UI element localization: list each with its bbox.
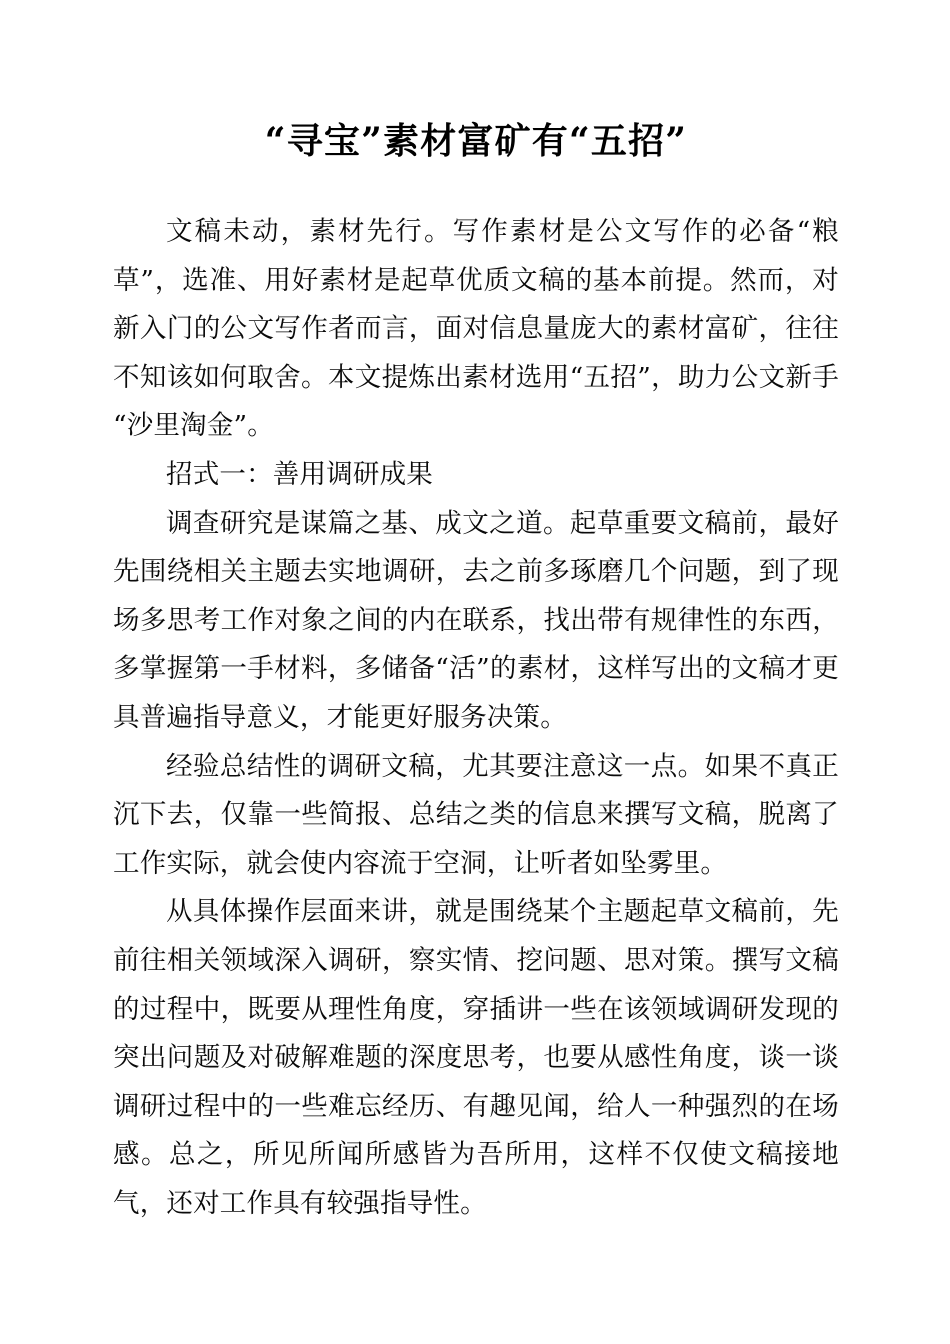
paragraph-practical-operation: 从具体操作层面来讲，就是围绕某个主题起草文稿前，先前往相关领域深入调研，察实情、挖问题、思对策。撰写文稿的过程中，既要从理性角度，穿插讲一些在该领域调研发现的突出问题及对破解难题的深度思考，也要从感性角度，谈一谈调研过程中的一些难忘经历、有趣见闻，给人一种强烈的在场感。总之，所见所闻所感皆为吾所用，这样不仅使文稿接地气，还对工作具有较强指导性。 [113, 896, 839, 1219]
document-content [113, 0, 839, 1228]
document-body [113, 208, 839, 1228]
paragraph-experience-summary: 经验总结性的调研文稿，尤其要注意这一点。如果不真正沉下去，仅靠一些简报、总结之类的信息来撰写文稿，脱离了工作实际，就会使内容流于空洞，让听者如坠雾里。 [113, 750, 839, 879]
section-heading-move-one: 招式一：善用调研成果 [166, 458, 433, 490]
paragraph-intro: 文稿未动，素材先行。写作素材是公文写作的必备“粮草”，选准、用好素材是起草优质文稿的基本前提。然而，对新入门的公文写作者而言，面对信息量庞大的素材富矿，往往不知该如何取舍。本文提炼出素材选用“五招”，助力公文新手“沙里淘金”。 [113, 216, 839, 442]
page-title: “寻宝”素材富矿有“五招” [264, 120, 688, 162]
paragraph-research-basis: 调查研究是谋篇之基、成文之道。起草重要文稿前，最好先围绕相关主题去实地调研，去之前多琢磨几个问题，到了现场多思考工作对象之间的内在联系，找出带有规律性的东西，多掌握第一手材料，多储备“活”的素材，这样写出的文稿才更具普遍指导意义，才能更好服务决策。 [113, 507, 839, 733]
